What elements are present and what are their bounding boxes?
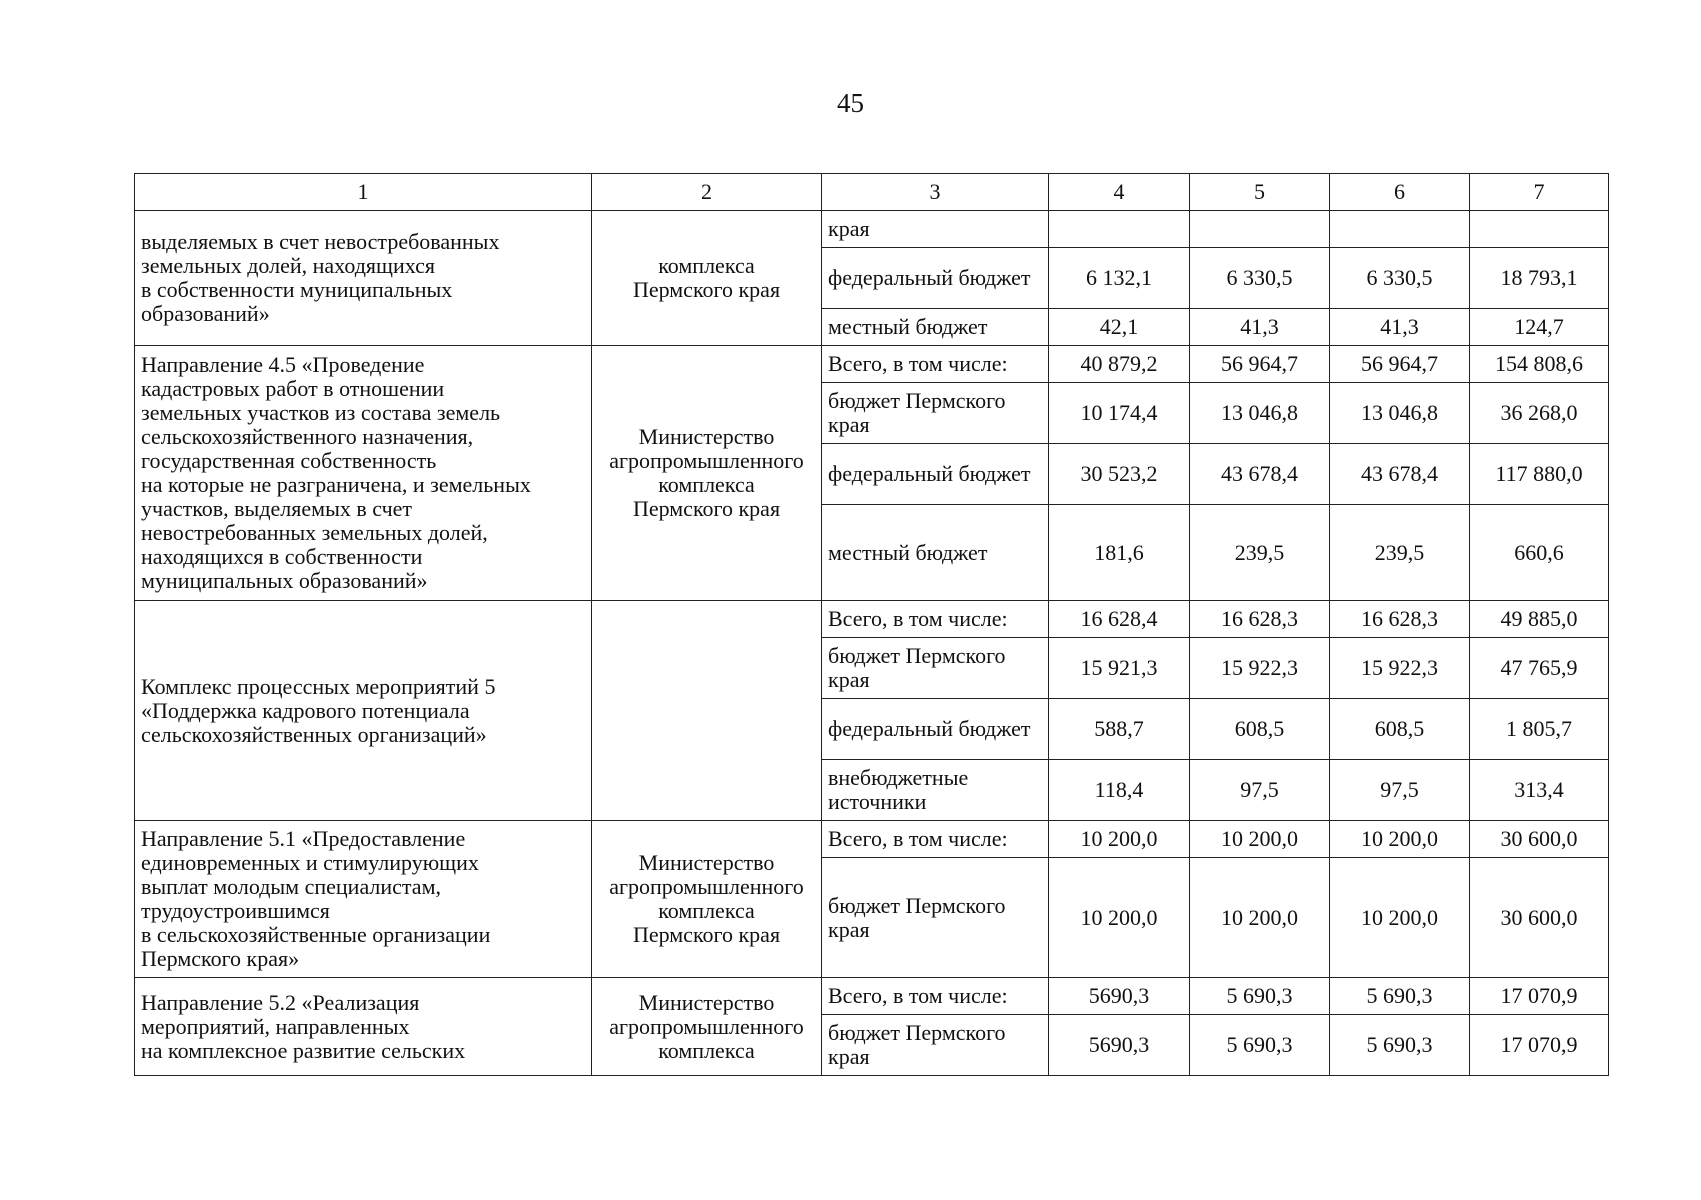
column-header-4: 4 [1049,174,1190,211]
value-col-6: 16 628,3 [1330,601,1470,638]
value-col-4: 181,6 [1049,505,1190,601]
value-col-6: 5 690,3 [1330,1015,1470,1076]
value-col-5: 43 678,4 [1190,444,1330,505]
value-col-5: 239,5 [1190,505,1330,601]
value-col-7: 154 808,6 [1470,346,1609,383]
value-col-6: 10 200,0 [1330,858,1470,978]
column-header-5: 5 [1190,174,1330,211]
value-col-7: 1 805,7 [1470,699,1609,760]
budget-table [134,173,1609,1076]
funding-source: бюджет Пермского края [822,1015,1049,1076]
value-col-4: 16 628,4 [1049,601,1190,638]
column-header-3: 3 [822,174,1049,211]
value-col-5: 97,5 [1190,760,1330,821]
funding-source: федеральный бюджет [822,699,1049,760]
value-col-6: 13 046,8 [1330,383,1470,444]
value-col-4: 30 523,2 [1049,444,1190,505]
table-row [135,211,1609,248]
funding-source: местный бюджет [822,309,1049,346]
value-col-5: 5 690,3 [1190,978,1330,1015]
value-col-4: 10 174,4 [1049,383,1190,444]
measure-description: Направление 5.2 «Реализация мероприятий, направленных на комплексное развитие сельских [135,978,592,1076]
value-col-7: 17 070,9 [1470,1015,1609,1076]
value-col-6: 41,3 [1330,309,1470,346]
executor-cell: Министерство агропромышленного комплекса [592,978,822,1076]
funding-source: внебюджетные источники [822,760,1049,821]
value-col-6: 56 964,7 [1330,346,1470,383]
value-col-4: 10 200,0 [1049,858,1190,978]
value-col-4 [1049,211,1190,248]
value-col-6: 239,5 [1330,505,1470,601]
funding-source: Всего, в том числе: [822,601,1049,638]
measure-description: выделяемых в счет невостребованных земельных долей, находящихся в собственности муниципальных образований» [135,211,592,346]
funding-source: Всего, в том числе: [822,978,1049,1015]
value-col-7: 313,4 [1470,760,1609,821]
value-col-6: 6 330,5 [1330,248,1470,309]
value-col-6: 10 200,0 [1330,821,1470,858]
value-col-5: 13 046,8 [1190,383,1330,444]
table-row [135,978,1609,1015]
value-col-6 [1330,211,1470,248]
table-row [135,601,1609,638]
value-col-7 [1470,211,1609,248]
value-col-5: 10 200,0 [1190,858,1330,978]
executor-cell: комплекса Пермского края [592,211,822,346]
value-col-7: 47 765,9 [1470,638,1609,699]
value-col-4: 10 200,0 [1049,821,1190,858]
column-header-6: 6 [1330,174,1470,211]
measure-description: Направление 5.1 «Предоставление единовременных и стимулирующих выплат молодым специалистам, трудоустроившимся в сельскохозяйственные организации Пермского края» [135,821,592,978]
value-col-7: 17 070,9 [1470,978,1609,1015]
value-col-5 [1190,211,1330,248]
table-row [135,821,1609,858]
funding-source: федеральный бюджет [822,444,1049,505]
funding-source: Всего, в том числе: [822,346,1049,383]
value-col-6: 43 678,4 [1330,444,1470,505]
funding-source: Всего, в том числе: [822,821,1049,858]
executor-cell [592,601,822,821]
value-col-5: 10 200,0 [1190,821,1330,858]
value-col-5: 6 330,5 [1190,248,1330,309]
value-col-7: 30 600,0 [1470,821,1609,858]
value-col-4: 5690,3 [1049,978,1190,1015]
value-col-7: 117 880,0 [1470,444,1609,505]
funding-source: края [822,211,1049,248]
header-row [135,174,1609,211]
value-col-6: 15 922,3 [1330,638,1470,699]
value-col-4: 5690,3 [1049,1015,1190,1076]
value-col-6: 5 690,3 [1330,978,1470,1015]
value-col-5: 56 964,7 [1190,346,1330,383]
value-col-5: 608,5 [1190,699,1330,760]
funding-source: бюджет Пермского края [822,638,1049,699]
executor-cell: Министерство агропромышленного комплекса Пермского края [592,821,822,978]
value-col-5: 15 922,3 [1190,638,1330,699]
value-col-4: 588,7 [1049,699,1190,760]
funding-source: местный бюджет [822,505,1049,601]
value-col-4: 6 132,1 [1049,248,1190,309]
value-col-7: 660,6 [1470,505,1609,601]
value-col-7: 30 600,0 [1470,858,1609,978]
table-row [135,346,1609,383]
executor-cell: Министерство агропромышленного комплекса Пермского края [592,346,822,601]
measure-description: Направление 4.5 «Проведение кадастровых работ в отношении земельных участков из состава земель сельскохозяйственного назначения, государственная собственность на которые не разграничена, и земельных участков, выделяемых в счет невостребованных земельных долей, находящихся в собственности муниципальных образований» [135,346,592,601]
value-col-4: 42,1 [1049,309,1190,346]
column-header-7: 7 [1470,174,1609,211]
value-col-5: 5 690,3 [1190,1015,1330,1076]
column-header-1: 1 [135,174,592,211]
value-col-7: 18 793,1 [1470,248,1609,309]
page-number: 45 [837,88,864,118]
value-col-7: 49 885,0 [1470,601,1609,638]
funding-source: федеральный бюджет [822,248,1049,309]
value-col-5: 16 628,3 [1190,601,1330,638]
value-col-7: 36 268,0 [1470,383,1609,444]
value-col-4: 15 921,3 [1049,638,1190,699]
funding-source: бюджет Пермского края [822,383,1049,444]
measure-description: Комплекс процессных мероприятий 5 «Поддержка кадрового потенциала сельскохозяйственных организаций» [135,601,592,821]
funding-source: бюджет Пермского края [822,858,1049,978]
value-col-5: 41,3 [1190,309,1330,346]
column-header-2: 2 [592,174,822,211]
value-col-4: 118,4 [1049,760,1190,821]
value-col-7: 124,7 [1470,309,1609,346]
value-col-6: 97,5 [1330,760,1470,821]
value-col-6: 608,5 [1330,699,1470,760]
value-col-4: 40 879,2 [1049,346,1190,383]
